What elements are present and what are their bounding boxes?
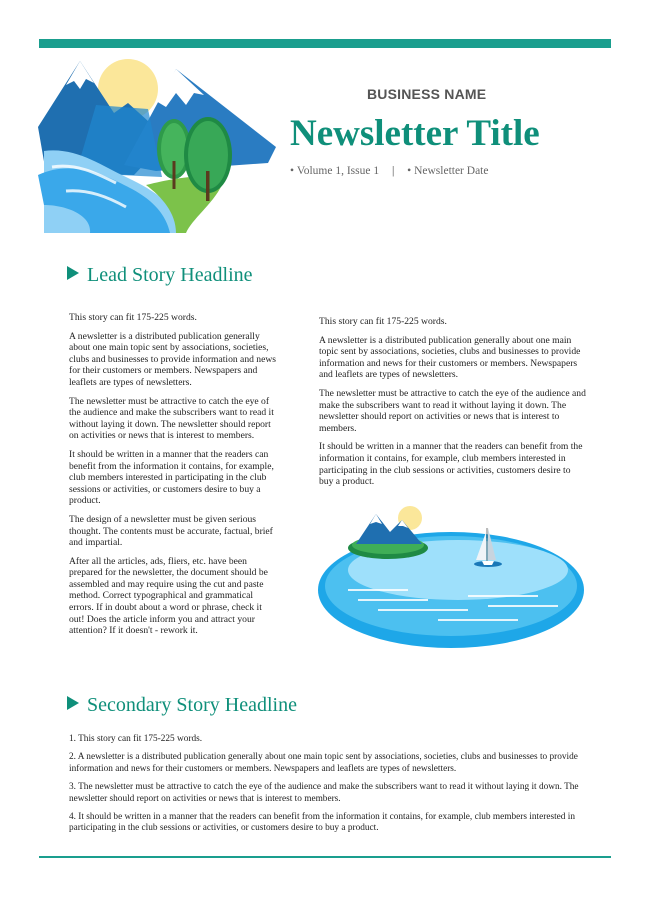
bottom-accent-rule [39,856,611,858]
paragraph: The newsletter must be attractive to catch the eye of the audience and make the subscribers want to read it without laying it down. The newsletter should report on activities or news that is interest to members. [69,395,274,442]
list-item: 3. The newsletter must be attractive to catch the eye of the audience and make the subscribers want to read it without laying it down. The newsletter should report on activities or news that is interest to members. [69,782,579,804]
paragraph: A newsletter is a distributed publication generally about one main topic sent by associations, societies, clubs and businesses to provide information and news for their customers or members. Newspapers and leaflets are types of newsletters. [319,334,581,381]
lead-headline [67,264,253,287]
top-accent-rule [39,39,611,48]
paragraph: The design of a newsletter must be given serious thought. The contents must be accurate, factual, brief and impartial. [69,513,273,549]
secondary-list [69,734,584,842]
triangle-right-icon [67,266,79,280]
meta-separator: | [391,165,395,177]
paragraph: This story can fit 175-225 words. [319,316,447,327]
paragraph: It should be written in a manner that the readers can benefit from the information it contains, for example, club members interested in participating in the club sessions or activities, or customers desire to buy a product. [69,448,274,507]
lead-left-column [69,312,279,644]
paragraph: After all the articles, ads, fliers, etc. have been prepared for the newsletter, the document should be assembled and may require using the cut and paste method. Correct typographical and grammatical errors. If in doubt about a word or phrase, check it out! Does the article inform you and attract your attention? If it doesn't - rework it. [69,555,268,637]
list-item: 2. A newsletter is a distributed publication generally about one main topic sent by associations, societies, clubs and businesses to provide information and news for their customers or members. Newspapers and leaflets are types of newsletters. [69,752,578,774]
mountain-river-illustration [36,55,280,235]
date-label: Newsletter Date [414,165,489,177]
paragraph: A newsletter is a distributed publication generally about one main topic sent by associations, societies, clubs and businesses to provide information and news for their customers or members. Newspapers and leaflets are types of newsletters. [69,330,277,388]
lake-island-illustration [318,500,584,650]
newsletter-title: Newsletter Title [290,113,540,154]
business-name: BUSINESS NAME [367,86,487,102]
volume-label: Volume 1, Issue 1 [296,165,380,177]
paragraph: It should be written in a manner that the readers can benefit from the information it contains, for example, club members interested in participating in the club sessions or activities, customers desire to buy a product. [319,441,583,488]
bullet-icon: • [407,165,412,177]
list-item: 1. This story can fit 175-225 words. [69,734,203,744]
secondary-headline-text: Secondary Story Headline [87,694,297,716]
lead-headline-text: Lead Story Headline [87,264,253,286]
bullet-icon: • [290,165,295,177]
paragraph: The newsletter must be attractive to catch the eye of the audience and make the subscribers want to read it without laying it down. The newsletter should report on activities or news that is interest to members. [319,387,586,434]
issue-meta [290,165,488,177]
triangle-right-icon [67,696,79,710]
lead-right-column [319,316,587,495]
list-item: 4. It should be written in a manner that the readers can benefit from the information it contains, for example, club members interested in participating in the club sessions or activities, or customers desire to buy a product. [69,812,575,834]
secondary-headline [67,694,297,717]
paragraph: This story can fit 175-225 words. [69,312,197,323]
